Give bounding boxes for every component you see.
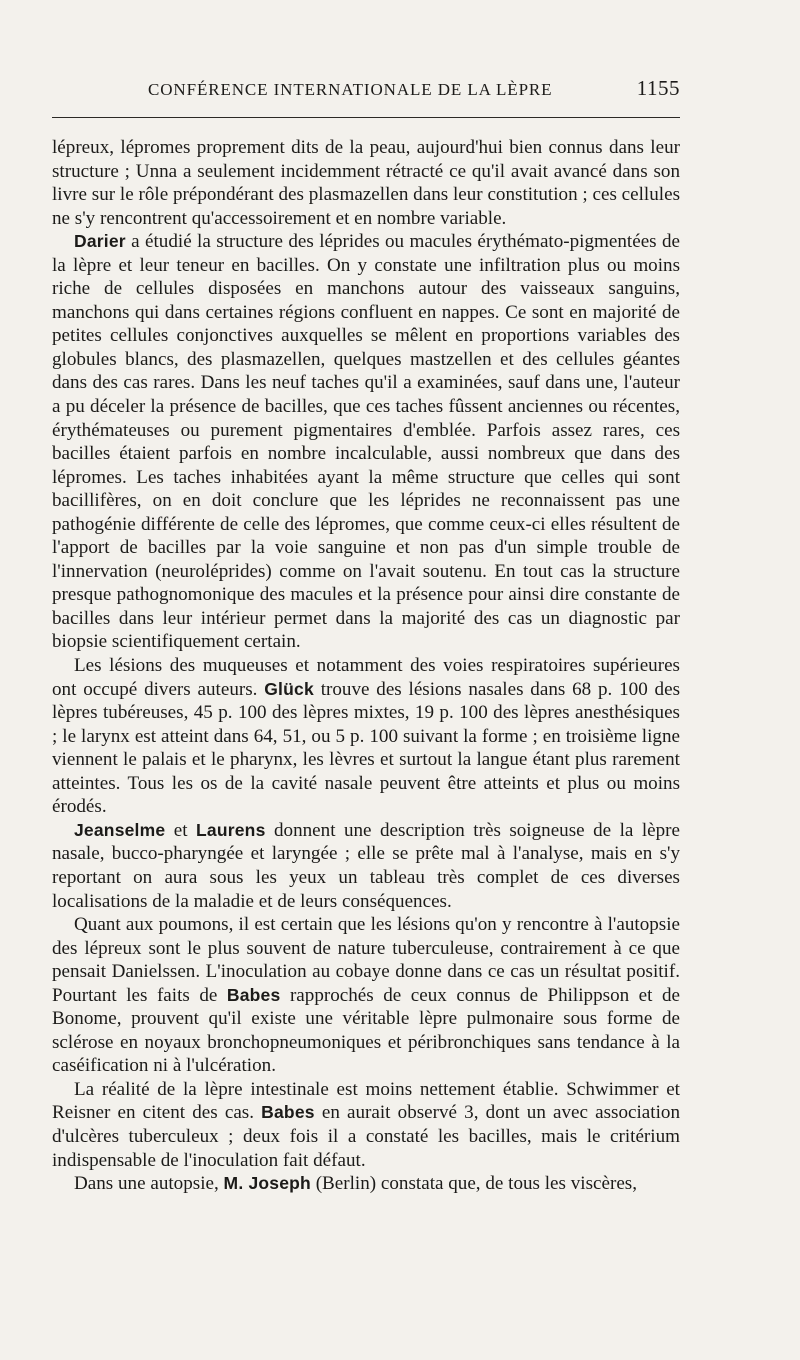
paragraph-text: et [165,819,197,841]
paragraph-text: rapprochés de ceux connus de Philippson et de Bonome, prouvent qu'il existe une véritable lèpre pulmonaire sous forme de sclérose en noyaux bronchopneumoniques et péribronchiques sans tendance à la caséification ni à l'ulcération. [52,984,680,1077]
header-rule [52,117,680,118]
running-title: CONFÉRENCE INTERNATIONALE DE LA LÈPRE [148,80,553,99]
paragraph [52,136,680,230]
body-text [52,136,680,1196]
author-name: Babes [226,984,281,1005]
paragraph-text: lépreux, lépromes proprement dits de la peau, aujourd'hui bien connus dans leur structure ; Unna a seulement incidemment rétracté ce qu'il avait avancé dans son livre sur le rôle prépondérant des plasmazellen dans leur constitution ; ces cellules ne s'y rencontrent qu'accessoirement et en nombre variable. [52,137,680,229]
author-name: Jeanselme [74,819,166,840]
paragraph-text: en aurait observé 3, dont un avec association d'ulcères tuberculeux ; deux fois il a constaté les bacilles, mais le critérium indispensable de l'inoculation fait défaut. [52,1102,680,1171]
paragraph-text: Quant aux poumons, il est certain que les lésions qu'on y rencontre à l'autopsie des lépreux sont le plus souvent de nature tuberculeuse, contrairement à ce que pensait Danielssen. L'inoculation au cobaye donne dans ce cas un résultat positif. Pourtant les faits de [52,914,680,1006]
paragraph-text: (Berlin) constata que, de tous les viscères, [310,1173,638,1195]
paragraph-text: Dans une autopsie, [74,1173,224,1195]
paragraph-text: La réalité de la lèpre intestinale est moins nettement établie. Schwimmer et Reisner en citent des cas. [52,1078,680,1124]
paragraph [52,819,680,913]
paragraph [52,1172,680,1196]
page-number: 1155 [636,76,680,100]
author-name: Darier [74,231,126,252]
paragraph [52,654,680,819]
paragraph-text: Les lésions des muqueuses et notamment des voies respiratoires supérieures ont occupé divers auteurs. [52,655,680,700]
book-page [52,70,680,1300]
author-name: Babes [261,1102,315,1123]
paragraph [52,913,680,1078]
author-name: Laurens [196,819,266,840]
paragraph [52,1078,680,1172]
author-name: Glück [264,678,314,699]
author-name: M. Joseph [223,1173,311,1194]
paragraph [52,230,680,654]
paragraph-text: a étudié la structure des léprides ou macules érythémato-pigmentées de la lèpre et leur teneur en bacilles. On y constate une infiltration plus ou moins riche de cellules disposées en manchons autour des vaisseaux sanguins, manchons qui dans certaines régions confluent en nappes. Ce sont en majorité de petites cellules conjonctives auxquelles se mêlent en proportions variables des globules blancs, des plasmazellen, quelques mastzellen et des cellules géantes dans des cas rares. Dans les neuf taches qu'il a examinées, sauf dans une, l'auteur a pu déceler la présence de bacilles, que ces taches fûssent anciennes ou récentes, érythémateuses ou purement pigmentaires d'emblée. Parfois assez rares, ces bacilles étaient parfois en nombre incalculable, aussi nombreux que dans des lépromes. Les taches inhabitées ayant la même structure que celles qui sont bacillifères, on en doit conclure que les léprides ne reconnaissent pas une pathogénie différente de celle des lépromes, que comme ceux-ci elles résultent de l'apport de bacilles par la voie sanguine et non pas d'un simple trouble de l'innervation (neuroléprides) comme on l'avait soutenu. En tout cas la structure presque pathognomonique des macules et la présence pour ainsi dire constante de bacilles dans leur intérieur permet dans la majorité des cas un diagnostic par biopsie scientifiquement certain. [52,231,680,653]
running-head [52,70,680,110]
paragraph-text: trouve des lésions nasales dans 68 p. 100 des lèpres tubéreuses, 45 p. 100 des lèpres mixtes, 19 p. 100 des lèpres anesthésiques ; le larynx est atteint dans 64, 51, ou 5 p. 100 suivant la forme ; en troisième ligne viennent le palais et le pharynx, les lèvres et surtout la langue étant plus rarement atteintes. Tous les os de la cavité nasale peuvent être atteints et plus ou moins érodés. [52,678,681,818]
paragraph-text: donnent une description très soigneuse de la lèpre nasale, bucco-pharyngée et laryngée ; elle se prête mal à l'analyse, mais en s'y reportant on aura sous les yeux un tableau très complet de ces diverses localisations de la maladie et de leurs conséquences. [52,819,680,912]
